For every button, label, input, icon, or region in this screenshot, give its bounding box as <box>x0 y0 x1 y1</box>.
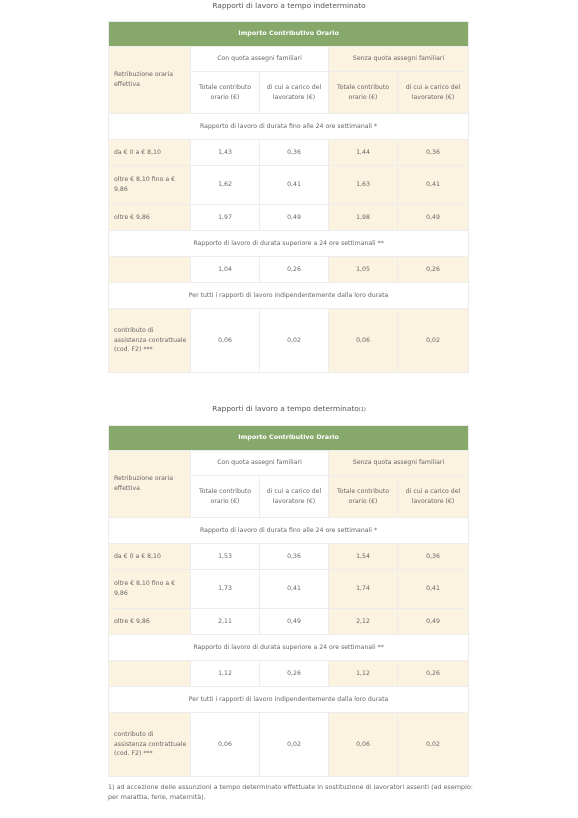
table-row <box>109 661 469 687</box>
row-label: oltre € 9,86 <box>109 609 191 635</box>
group-header-without-family: Senza quota assegni familiari <box>329 47 469 72</box>
value-cell: 0,06 <box>191 309 260 373</box>
value-cell: 0,41 <box>398 166 469 205</box>
value-cell: 1,53 <box>191 544 260 570</box>
value-cell: 0,41 <box>260 166 329 205</box>
row-label <box>109 257 191 283</box>
value-cell: 0,41 <box>398 570 469 609</box>
table-row <box>109 570 469 609</box>
value-cell: 1,44 <box>329 140 398 166</box>
value-cell: 0,49 <box>260 205 329 231</box>
table-header-title: Importo Contributivo Orario <box>109 22 469 47</box>
table-row <box>109 257 469 283</box>
value-cell: 0,36 <box>260 544 329 570</box>
table-caption-indeterminato: Rapporti di lavoro a tempo indeterminato <box>212 1 366 10</box>
col-header-worker-with: di cui a carico del lavoratore (€) <box>260 72 329 114</box>
row-label: da € 0 a € 8,10 <box>109 544 191 570</box>
value-cell: 0,02 <box>260 309 329 373</box>
value-cell: 1,12 <box>191 661 260 687</box>
value-cell: 0,02 <box>398 309 469 373</box>
col-header-total-without: Totale contributo orario (€) <box>329 476 398 518</box>
table-row <box>109 140 469 166</box>
value-cell: 1,12 <box>329 661 398 687</box>
section-title: Per tutti i rapporti di lavoro indipendentemente dalla loro durata <box>109 687 469 713</box>
col-header-total-without: Totale contributo orario (€) <box>329 72 398 114</box>
row-label: oltre € 8,10 fino a € 9,86 <box>109 166 191 205</box>
table-row <box>109 309 469 373</box>
row-label: contributo di assistenza contrattuale (cod. F2) *** <box>109 713 191 777</box>
row-label: da € 0 a € 8,10 <box>109 140 191 166</box>
row-label <box>109 661 191 687</box>
value-cell: 0,02 <box>398 713 469 777</box>
col-header-total-with: Totale contributo orario (€) <box>191 72 260 114</box>
value-cell: 1,05 <box>329 257 398 283</box>
col-header-worker-without: di cui a carico del lavoratore (€) <box>398 476 469 518</box>
table-row <box>109 713 469 777</box>
value-cell: 0,26 <box>260 661 329 687</box>
value-cell: 2,11 <box>191 609 260 635</box>
section-title: Rapporto di lavoro di durata superiore a 24 ore settimanali ** <box>109 231 469 257</box>
value-cell: 0,36 <box>398 544 469 570</box>
table-row <box>109 166 469 205</box>
section-title: Rapporto di lavoro di durata fino alle 24 ore settimanali * <box>109 518 469 544</box>
value-cell: 1,62 <box>191 166 260 205</box>
value-cell: 1,43 <box>191 140 260 166</box>
contribution-table-indeterminato <box>108 21 469 373</box>
value-cell: 0,26 <box>398 661 469 687</box>
value-cell: 1,63 <box>329 166 398 205</box>
col-header-worker-without: di cui a carico del lavoratore (€) <box>398 72 469 114</box>
group-header-without-family: Senza quota assegni familiari <box>329 451 469 476</box>
value-cell: 2,12 <box>329 609 398 635</box>
footnote: 1) ad accezione delle assunzioni a tempo determinato effettuate in sostituzione di lavoratori assenti (ad esempio: per malattia, ferie, maternità). <box>108 783 473 801</box>
group-header-with-family: Con quota assegni familiari <box>191 47 329 72</box>
value-cell: 0,49 <box>398 609 469 635</box>
contribution-table-determinato <box>108 425 469 777</box>
value-cell: 0,06 <box>191 713 260 777</box>
col-header-worker-with: di cui a carico del lavoratore (€) <box>260 476 329 518</box>
value-cell: 0,36 <box>398 140 469 166</box>
value-cell: 0,26 <box>260 257 329 283</box>
value-cell: 0,06 <box>329 309 398 373</box>
value-cell: 1,97 <box>191 205 260 231</box>
value-cell: 0,41 <box>260 570 329 609</box>
row-label: contributo di assistenza contrattuale (cod. F2) *** <box>109 309 191 373</box>
group-header-with-family: Con quota assegni familiari <box>191 451 329 476</box>
table-header-title: Importo Contributivo Orario <box>109 426 469 451</box>
value-cell: 1,04 <box>191 257 260 283</box>
row-label-header: Retribuzione oraria effettiva <box>109 47 191 114</box>
value-cell: 0,06 <box>329 713 398 777</box>
value-cell: 1,74 <box>329 570 398 609</box>
row-label-header: Retribuzione oraria effettiva <box>109 451 191 518</box>
value-cell: 0,36 <box>260 140 329 166</box>
value-cell: 1,54 <box>329 544 398 570</box>
value-cell: 1,98 <box>329 205 398 231</box>
section-title: Rapporto di lavoro di durata fino alle 24 ore settimanali * <box>109 114 469 140</box>
row-label: oltre € 9,86 <box>109 205 191 231</box>
table-caption-determinato: Rapporti di lavoro a tempo determinato(1) <box>212 404 366 413</box>
value-cell: 0,26 <box>398 257 469 283</box>
table-row <box>109 544 469 570</box>
section-title: Rapporto di lavoro di durata superiore a 24 ore settimanali ** <box>109 635 469 661</box>
table-row <box>109 205 469 231</box>
col-header-total-with: Totale contributo orario (€) <box>191 476 260 518</box>
value-cell: 0,49 <box>398 205 469 231</box>
value-cell: 0,49 <box>260 609 329 635</box>
row-label: oltre € 8,10 fino a € 9,86 <box>109 570 191 609</box>
section-title: Per tutti i rapporti di lavoro indipendentemente dalla loro durata <box>109 283 469 309</box>
value-cell: 0,02 <box>260 713 329 777</box>
value-cell: 1,73 <box>191 570 260 609</box>
table-row <box>109 609 469 635</box>
